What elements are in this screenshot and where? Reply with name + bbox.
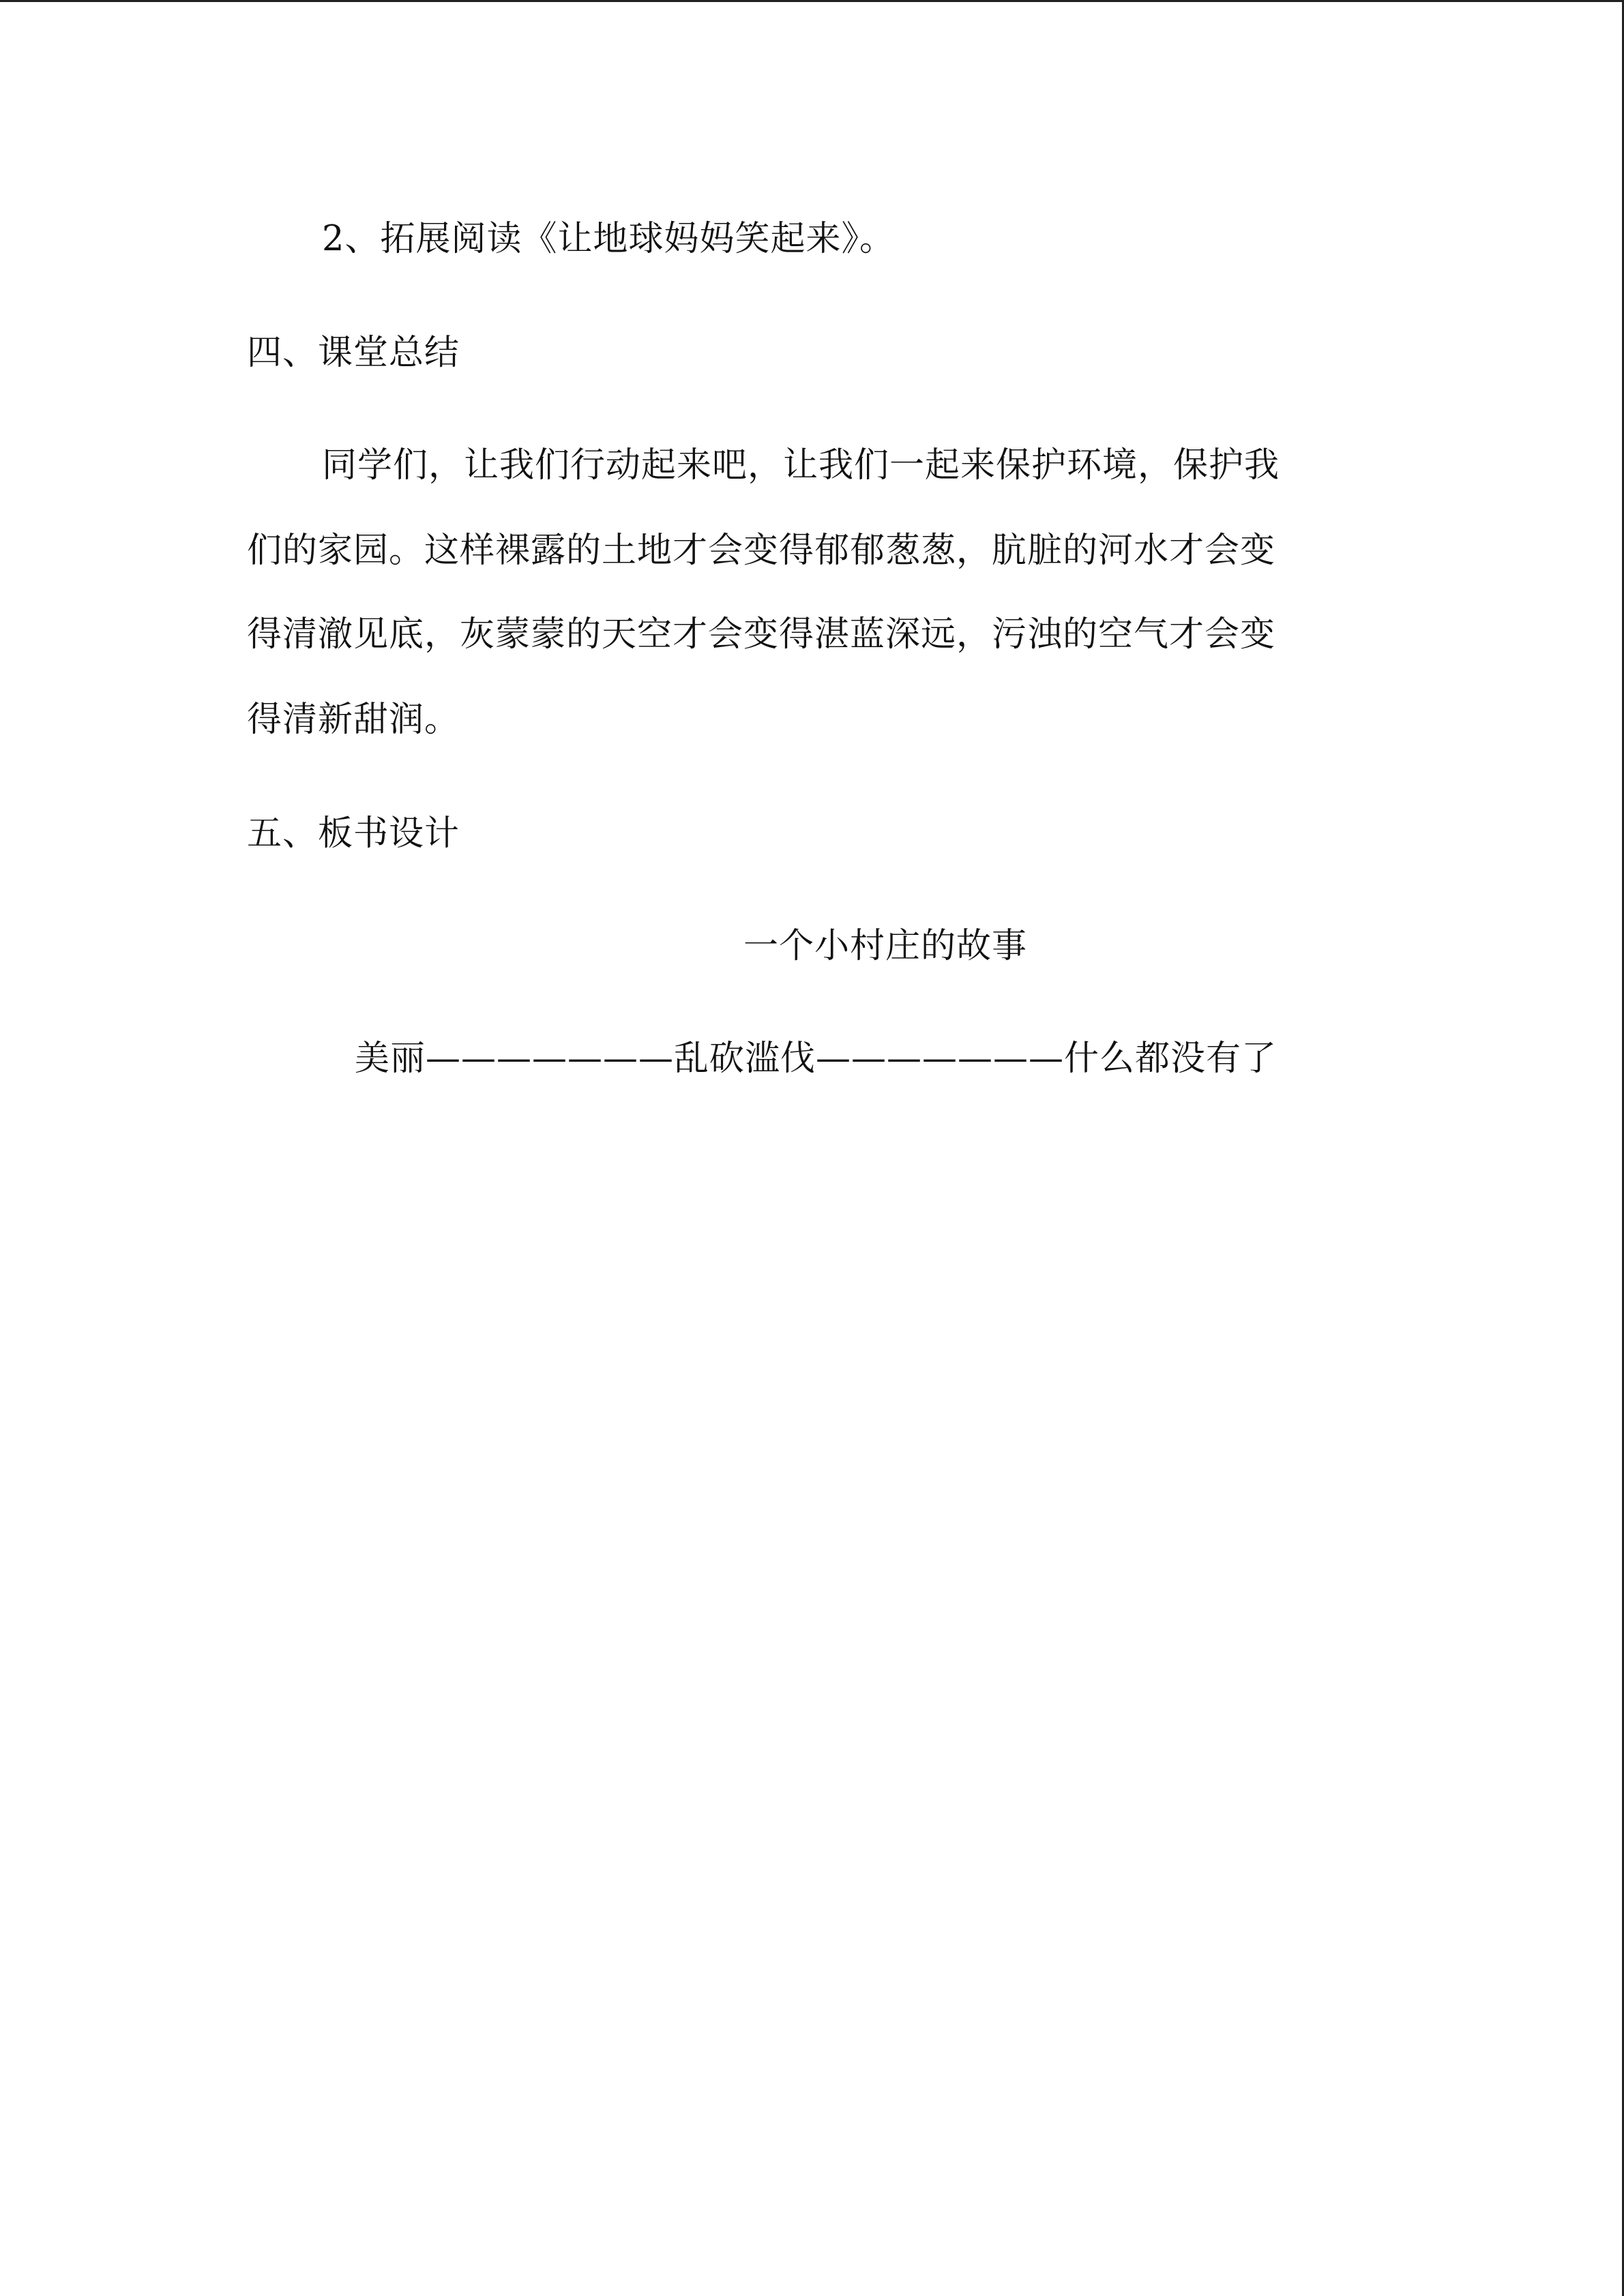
section-heading-board-design: 五、板书设计 bbox=[247, 814, 460, 854]
summary-paragraph-line: 得清澈见底，灰蒙蒙的天空才会变得湛蓝深远，污浊的空气才会变 bbox=[247, 614, 1276, 655]
section-heading-summary: 四、课堂总结 bbox=[247, 333, 460, 373]
board-flow: 美丽———————乱砍滥伐———————什么都没有了 bbox=[355, 1039, 1278, 1079]
extended-reading-item: 2、拓展阅读《让地球妈妈笑起来》。 bbox=[322, 219, 895, 259]
summary-paragraph-line: 得清新甜润。 bbox=[247, 700, 460, 740]
summary-paragraph-line: 们的家园。这样裸露的土地才会变得郁郁葱葱，肮脏的河水才会变 bbox=[247, 531, 1276, 571]
board-title: 一个小村庄的故事 bbox=[743, 926, 1028, 966]
summary-paragraph-line: 同学们，让我们行动起来吧，让我们一起来保护环境，保护我 bbox=[322, 445, 1280, 486]
